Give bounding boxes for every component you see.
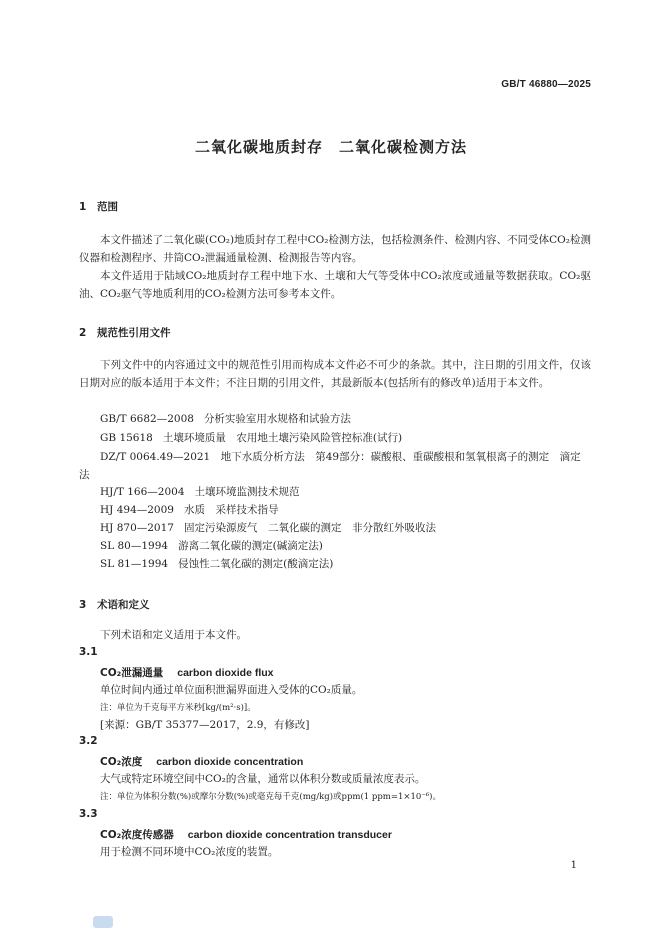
term-en: carbon dioxide concentration transducer xyxy=(187,829,392,841)
term-note: 注：单位为千克每平方米秒[kg/(m²·s)]。 xyxy=(100,703,256,713)
scope-paragraph-1: 本文件描述了二氧化碳(CO₂)地质封存工程中CO₂检测方法，包括检测条件、检测内容、不同受体CO₂检测仪器和检测程序、井筒CO₂泄漏通量检测、检测报告等内容。 xyxy=(79,234,591,264)
standard-code: GB/T 46880—2025 xyxy=(501,79,591,90)
document-title: 二氧化碳地质封存 二氧化碳检测方法 xyxy=(194,138,467,156)
section-title: 术语和定义 xyxy=(97,599,150,611)
reference-code: GB/T 6682—2008 xyxy=(100,413,194,425)
reference-code: GB 15618 xyxy=(100,432,153,444)
term-heading xyxy=(100,827,392,842)
watermark-logo-icon xyxy=(93,916,113,928)
term-heading xyxy=(100,754,303,769)
term-definition: 大气或特定环境空间中CO₂的含量，通常以体积分数或质量浓度表示。 xyxy=(100,773,426,785)
term-source: [来源：GB/T 35377—2017，2.9，有修改] xyxy=(100,719,310,731)
term-cn: CO₂浓度 xyxy=(100,756,143,768)
term-cn: CO₂浓度传感器 xyxy=(100,829,174,841)
scope-paragraph-2: 本文件适用于陆域CO₂地质封存工程中地下水、土壤和大气等受体中CO₂浓度或通量等数据获取。CO₂驱油、CO₂驱气等地质利用的CO₂检测方法可参考本文件。 xyxy=(79,270,591,300)
reference-code: HJ 494—2009 xyxy=(100,504,174,516)
reference-code: HJ 870—2017 xyxy=(100,522,174,534)
reference-item xyxy=(100,484,300,502)
term-number: 3.2 xyxy=(79,735,98,747)
reference-title: 游离二氧化碳的测定(碱滴定法) xyxy=(178,540,323,552)
section-number: 1 xyxy=(79,201,87,213)
reference-item xyxy=(100,520,436,538)
section-number: 3 xyxy=(79,599,87,611)
reference-title: 土壤环境监测技术规范 xyxy=(194,486,300,498)
reference-item xyxy=(100,556,333,574)
section-number: 2 xyxy=(79,327,87,339)
section-title: 范围 xyxy=(97,201,118,213)
reference-title: 地下水质分析方法 第49部分：碳酸根、重碳酸根和氢氧根离子的测定 滴定法 xyxy=(79,451,581,481)
reference-item xyxy=(100,502,278,520)
references-intro: 下列文件中的内容通过文中的规范性引用而构成本文件必不可少的条款。其中，注日期的引用文件，仅该日期对应的版本适用于本文件；不注日期的引用文件，其最新版本(包括所有的修改单)适用于本文件。 xyxy=(79,359,591,389)
section-title: 规范性引用文件 xyxy=(97,327,171,339)
reference-title: 土壤环境质量 农用地土壤污染风险管控标准(试行) xyxy=(162,432,403,444)
section-2-heading xyxy=(79,325,171,340)
reference-item xyxy=(100,538,323,556)
reference-code: SL 81—1994 xyxy=(100,558,169,570)
term-definition: 用于检测不同环境中CO₂浓度的装置。 xyxy=(100,846,279,858)
reference-code: SL 80—1994 xyxy=(100,540,169,552)
section-1-heading xyxy=(79,199,118,214)
term-cn: CO₂泄漏通量 xyxy=(100,667,164,679)
reference-code: HJ/T 166—2004 xyxy=(100,486,185,498)
term-note: 注：单位为体积分数(%)或摩尔分数(%)或毫克每千克(mg/kg)或ppm(1 ppm=1×10⁻⁶)。 xyxy=(100,792,441,802)
reference-item xyxy=(100,430,402,448)
reference-title: 侵蚀性二氧化碳的测定(酸滴定法) xyxy=(178,558,334,570)
term-en: carbon dioxide concentration xyxy=(156,756,304,768)
term-en: carbon dioxide flux xyxy=(177,667,274,679)
terms-intro: 下列术语和定义适用于本文件。 xyxy=(100,629,247,641)
reference-item xyxy=(100,411,351,429)
reference-title: 水质 采样技术指导 xyxy=(183,504,279,516)
reference-item xyxy=(79,448,591,484)
term-number: 3.3 xyxy=(79,808,98,820)
term-definition: 单位时间内通过单位面积泄漏界面进入受体的CO₂质量。 xyxy=(100,684,363,696)
reference-code: DZ/T 0064.49—2021 xyxy=(100,451,211,463)
term-heading xyxy=(100,665,274,680)
section-3-heading xyxy=(79,597,150,612)
reference-title: 固定污染源废气 二氧化碳的测定 非分散红外吸收法 xyxy=(183,522,436,534)
term-number: 3.1 xyxy=(79,646,98,658)
reference-title: 分析实验室用水规格和试验方法 xyxy=(203,413,351,425)
page-number: 1 xyxy=(570,860,577,871)
